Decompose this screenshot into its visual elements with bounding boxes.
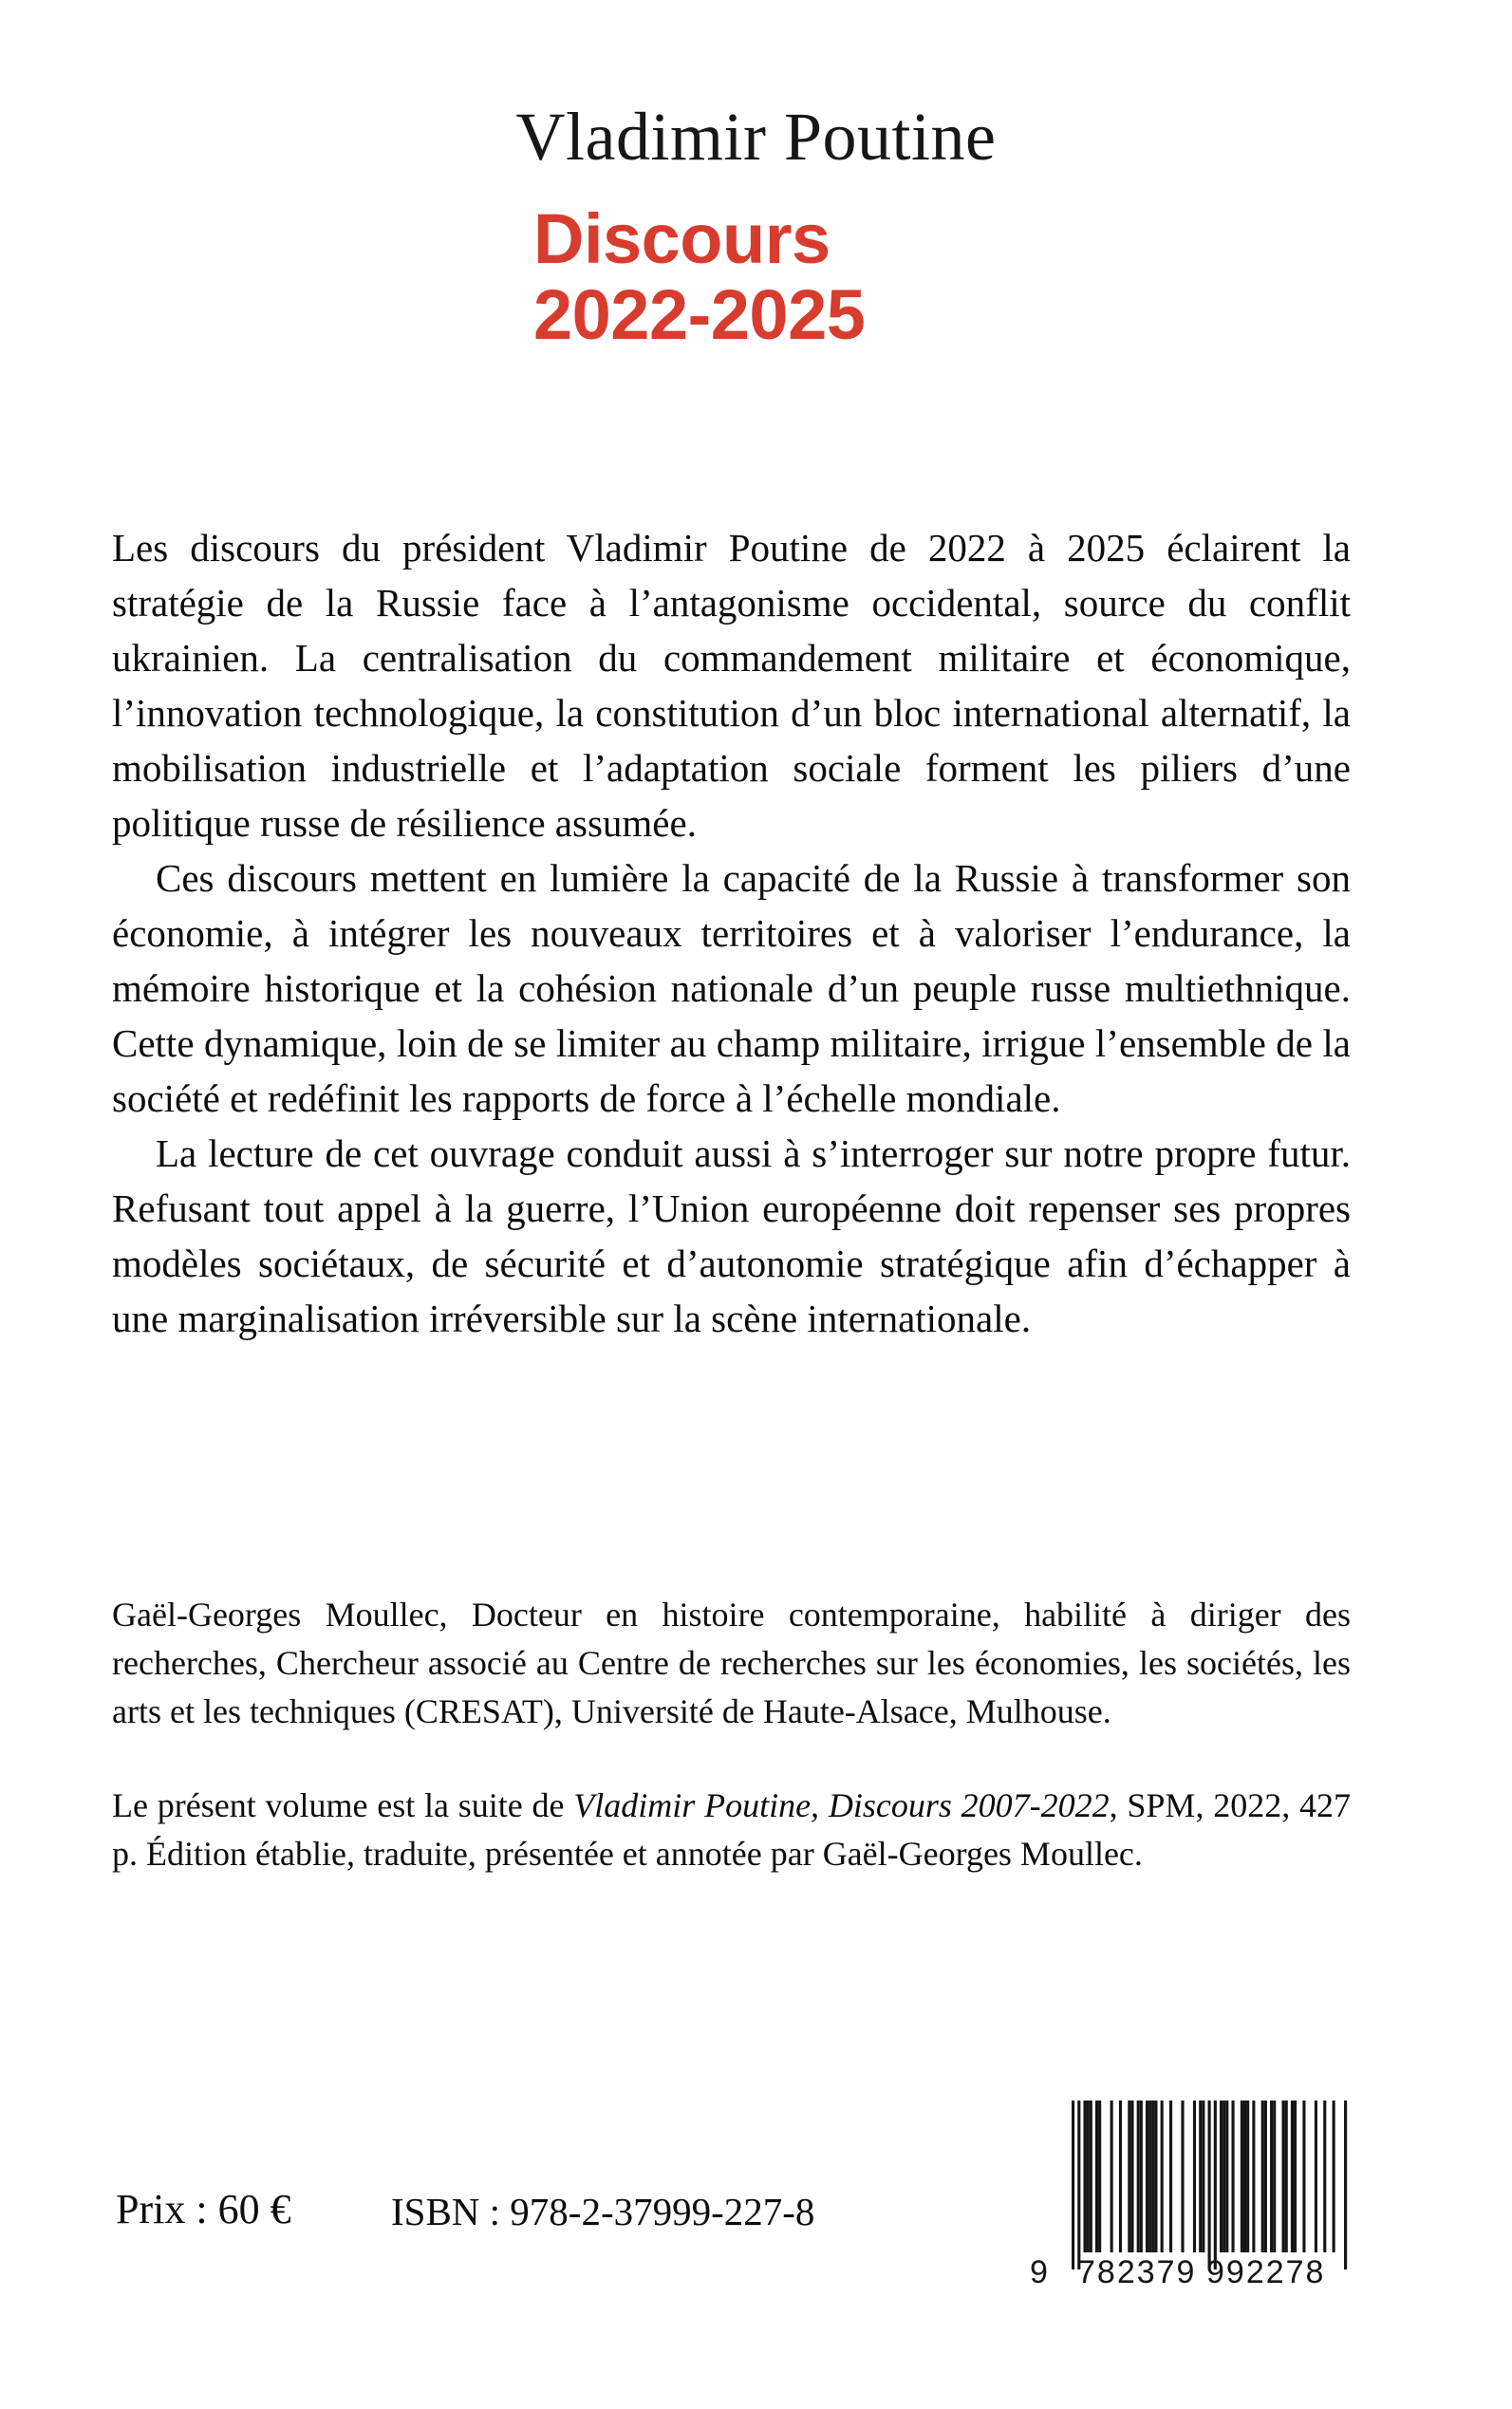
cover-header <box>0 0 1512 355</box>
previous-volume-prefix: Le présent volume est la suite de <box>112 1786 574 1824</box>
svg-text:782379: 782379 <box>1077 2254 1197 2288</box>
notes-section <box>112 1591 1351 1878</box>
barcode <box>1028 2093 1349 2288</box>
isbn-label: ISBN : 978-2-37999-227-8 <box>391 2190 815 2233</box>
title-block <box>0 199 1512 355</box>
previous-volume-note <box>112 1782 1351 1878</box>
author-name: Vladimir Poutine <box>515 99 997 175</box>
author-biography: Gaël-Georges Moullec, Docteur en histoire contemporaine, habilité à diriger des recherches, Chercheur associé au Centre de recherches sur les économies, les sociétés, les arts et les techniques (CRESAT), Université de Haute-Alsace, Mulhouse. <box>112 1596 1351 1730</box>
previous-volume-title: Vladimir Poutine, Discours 2007-2022 <box>573 1786 1110 1824</box>
barcode-ean13-icon <box>1028 2093 1349 2288</box>
book-title-years: 2022-2025 <box>533 275 866 355</box>
blurb-paragraph-2: Ces discours mettent en lumière la capacité de la Russie à transformer son économie, à intégrer les nouveaux territoires et à valoriser l’endurance, la mémoire historique et la cohésion nationale d’un peuple russe multiethnique. Cette dynamique, loin de se limiter au champ militaire, irrigue l’ensemble de la société et redéfinit les rapports de force à l’échelle mondiale. <box>112 856 1351 1120</box>
svg-text:9: 9 <box>1030 2254 1048 2288</box>
book-title: Discours <box>533 199 831 278</box>
svg-text:992278: 992278 <box>1206 2254 1326 2288</box>
price-label: Prix : 60 € <box>116 2186 291 2232</box>
previous-volume-suffix: , SPM, 2022, 427 p. Édition établie, traduite, présentée et annotée par Gaël-Georges Moullec. <box>112 1786 1351 1873</box>
blurb-section <box>112 520 1351 1346</box>
blurb-paragraph-1: Les discours du président Vladimir Poutine de 2022 à 2025 éclairent la stratégie de la Russie face à l’antagonisme occidental, source du conflit ukrainien. La centralisation du commandement militaire et économique, l’innovation technologique, la constitution d’un bloc international alternatif, la mobilisation industrielle et l’adaptation sociale forment les piliers d’une politique russe de résilience assumée. <box>112 526 1351 845</box>
blurb-paragraph-3: La lecture de cet ouvrage conduit aussi à s’interroger sur notre propre futur. Refusant tout appel à la guerre, l’Union européenne doit repenser ses propres modèles sociétaux, de sécurité et d’autonomie stratégique afin d’échapper à une marginalisation irréversible sur la scène internationale. <box>112 1131 1351 1340</box>
